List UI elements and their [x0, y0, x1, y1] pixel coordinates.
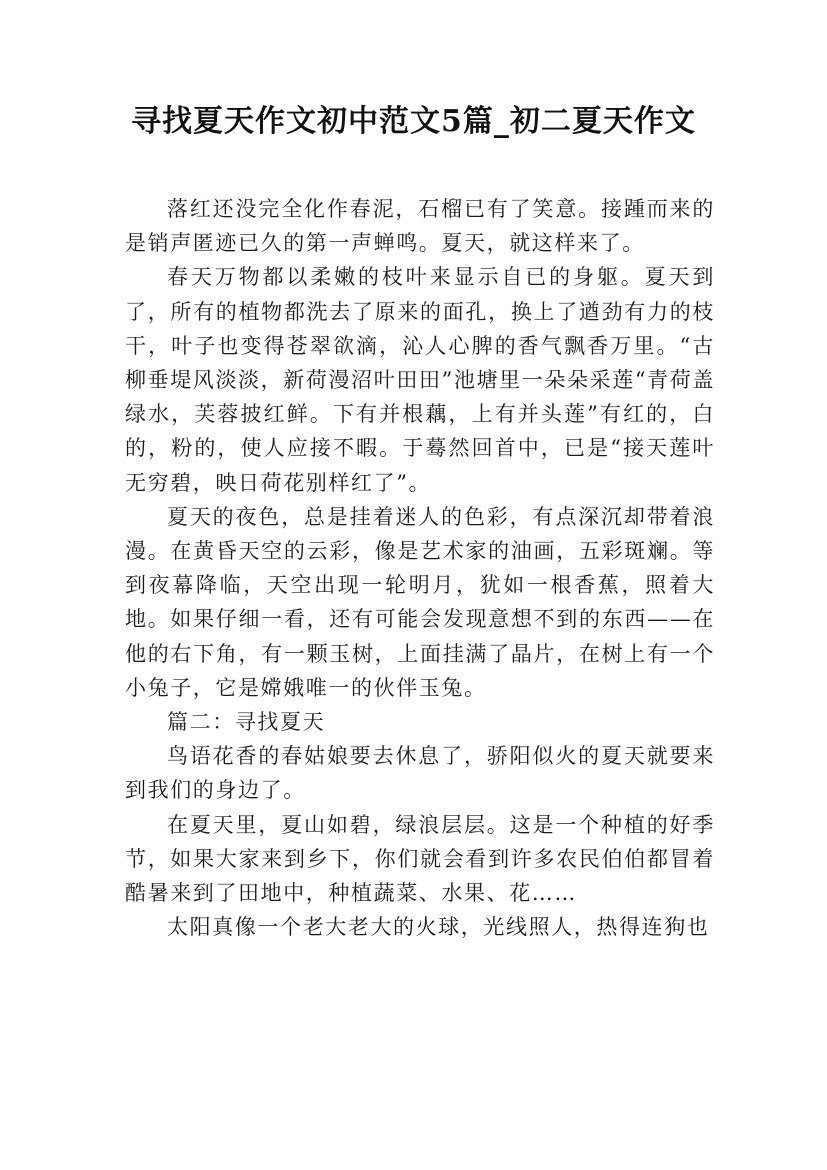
- paragraph: 太阳真像一个老大老大的火球，光线照人，热得连狗也: [167, 915, 710, 940]
- paragraph: 在夏天里，夏山如碧，绿浪层层。这是一个种植的好季节，如果大家来到乡下，你们就会看到许多农民伯伯都冒着酷暑来到了田地中，种植蔬菜、水果、花……: [125, 812, 715, 906]
- paragraph: 落红还没完全化作春泥，石榴已有了笑意。接踵而来的是销声匿迹已久的第一声蝉鸣。夏天，就这样来了。: [125, 197, 715, 256]
- paragraph: 夏天的夜色，总是挂着迷人的色彩，有点深沉却带着浪漫。在黄昏天空的云彩，像是艺术家的油画，五彩斑斓。等到夜幕降临，天空出现一轮明月，犹如一根香蕉，照着大地。如果仔细一看，还有可能会发现意想不到的东西——在他的右下角，有一颗玉树，上面挂满了晶片，在树上有一个小兔子，它是嫦娥唯一的伙伴玉兔。: [125, 504, 715, 700]
- document-body: [125, 192, 715, 944]
- section-heading: 篇二：寻找夏天: [167, 710, 326, 735]
- paragraph: 春天万物都以柔嫩的枝叶来显示自已的身躯。夏天到了，所有的植物都洗去了原来的面孔，换上了遒劲有力的枝干，叶子也变得苍翠欲滴，沁人心脾的香气飘香万里。“古柳垂堤风淡淡，新荷漫沼叶田田”池塘里一朵朵采莲“青荷盖绿水，芙蓉披红鲜。下有并根藕，上有并头莲”有红的，白的，粉的，使人应接不暇。于蓦然回首中，已是“接天莲叶无穷碧，映日荷花别样红了”。: [125, 265, 715, 495]
- paragraph: 鸟语花香的春姑娘要去休息了，骄阳似火的夏天就要来到我们的身边了。: [125, 744, 715, 803]
- document-title: 寻找夏天作文初中范文5篇_初二夏天作文: [131, 104, 696, 139]
